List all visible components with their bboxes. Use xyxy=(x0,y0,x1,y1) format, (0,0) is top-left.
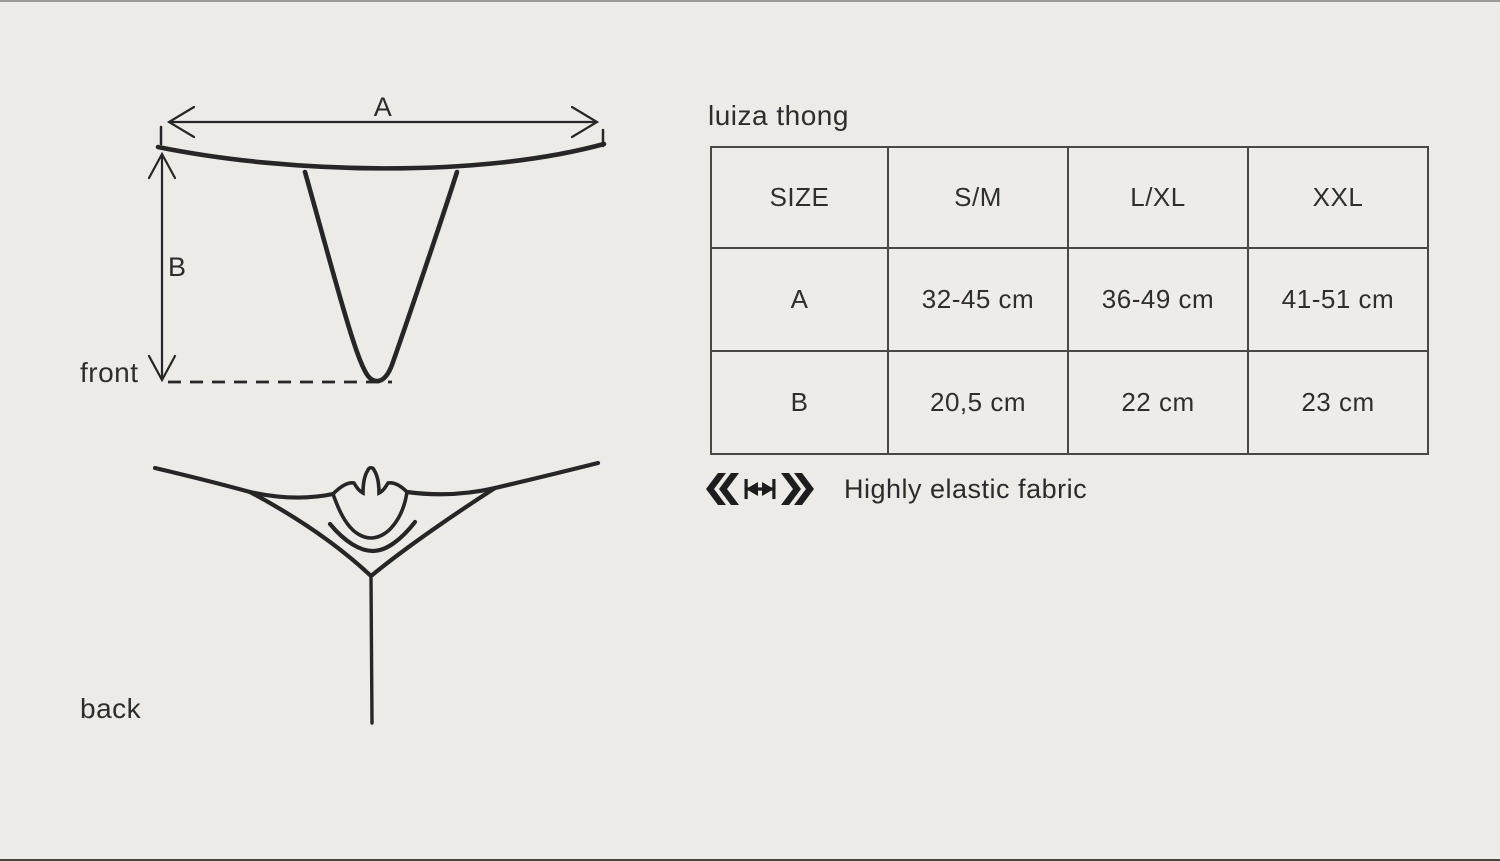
measurement-cell: 23 cm xyxy=(1248,351,1428,454)
product-title: luiza thong xyxy=(708,100,849,131)
back-left-leg-line xyxy=(250,492,371,576)
back-string-line xyxy=(371,577,372,723)
measurement-cell: 22 cm xyxy=(1068,351,1248,454)
stretch-arrows-icon xyxy=(706,472,814,506)
size-table xyxy=(710,146,1429,455)
back-view-label: back xyxy=(80,693,142,724)
front-view-label: front xyxy=(80,357,139,388)
dimension-a-label: A xyxy=(373,92,393,122)
back-left-strap-line xyxy=(155,468,250,492)
measurement-cell: 41-51 cm xyxy=(1248,248,1428,351)
elastic-fabric-text: Highly elastic fabric xyxy=(844,473,1088,504)
thong-back-drawing xyxy=(60,450,660,750)
row-label-cell: B xyxy=(711,351,888,454)
size-table-header-cell: XXL xyxy=(1248,147,1428,248)
back-right-waist-line xyxy=(407,488,495,494)
size-table-row-b xyxy=(711,351,1428,454)
leaf-ornament xyxy=(333,468,407,538)
measurement-cell: 20,5 cm xyxy=(888,351,1068,454)
size-table-row-a xyxy=(711,248,1428,351)
dimension-b-label: B xyxy=(168,252,187,282)
measurement-cell: 36-49 cm xyxy=(1068,248,1248,351)
elastic-fabric-note xyxy=(706,472,1087,506)
front-waistband-line xyxy=(158,144,604,168)
back-right-strap-line xyxy=(495,463,598,488)
size-table-header-row xyxy=(711,147,1428,248)
top-edge-line xyxy=(0,0,1500,2)
row-label-cell: A xyxy=(711,248,888,351)
measurement-cell: 32-45 cm xyxy=(888,248,1068,351)
size-table-header-cell: SIZE xyxy=(711,147,888,248)
size-table-header-cell: S/M xyxy=(888,147,1068,248)
thong-front-drawing xyxy=(60,85,660,420)
front-panel-outline xyxy=(305,172,457,381)
size-table-header-cell: L/XL xyxy=(1068,147,1248,248)
